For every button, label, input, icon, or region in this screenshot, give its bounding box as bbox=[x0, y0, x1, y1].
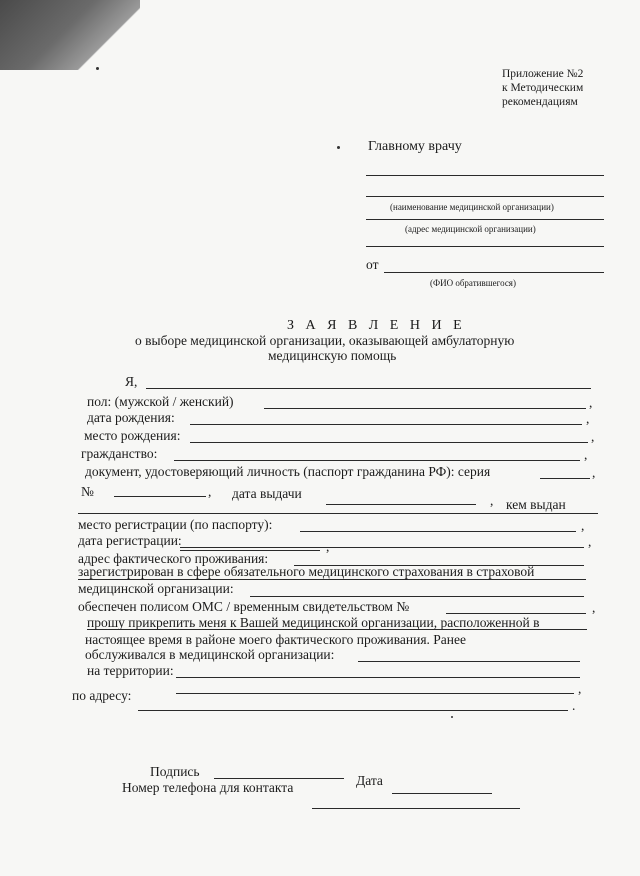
signature-line[interactable] bbox=[214, 778, 344, 779]
actual-address-label: адрес фактического проживания: bbox=[78, 551, 269, 566]
scan-speck bbox=[96, 67, 99, 70]
org-line-1[interactable] bbox=[366, 175, 604, 176]
scan-speck bbox=[451, 716, 453, 718]
comma: , bbox=[589, 395, 593, 410]
comma: , bbox=[584, 447, 588, 462]
sex-label: пол: (мужской / женский) bbox=[87, 394, 234, 409]
request-blank-line[interactable] bbox=[87, 629, 587, 630]
sex-line[interactable] bbox=[264, 408, 586, 409]
birth-date-label: дата рождения: bbox=[87, 410, 175, 425]
comma: , bbox=[490, 493, 494, 508]
insured-line-2: медицинской организации: bbox=[78, 581, 234, 596]
applicant-line[interactable] bbox=[366, 246, 604, 247]
address-label: по адресу: bbox=[72, 688, 132, 703]
number-label: № bbox=[81, 484, 94, 499]
issued-by-label: кем выдан bbox=[506, 497, 566, 512]
appendix-line-2: к Методическим bbox=[502, 82, 584, 94]
name-line[interactable] bbox=[146, 388, 591, 389]
issue-date-label: дата выдачи bbox=[232, 486, 302, 501]
citizenship-line[interactable] bbox=[174, 460, 580, 461]
date-line[interactable] bbox=[392, 793, 492, 794]
birth-place-line[interactable] bbox=[190, 442, 588, 443]
org-address-hint: (адрес медицинской организации) bbox=[405, 224, 536, 234]
reg-date-line-1[interactable] bbox=[180, 547, 584, 548]
issued-by-line[interactable] bbox=[78, 513, 598, 514]
document-title: З А Я В Л Е Н И Е bbox=[287, 318, 466, 333]
reg-place-label: место регистрации (по паспорту): bbox=[78, 517, 273, 532]
comma: , bbox=[591, 429, 595, 444]
comma: , bbox=[208, 484, 212, 499]
comma: , bbox=[326, 539, 330, 554]
policy-line[interactable] bbox=[446, 613, 586, 614]
territory-label: на территории: bbox=[87, 663, 174, 678]
prev-org-line[interactable] bbox=[358, 661, 580, 662]
insurer-line[interactable] bbox=[250, 596, 584, 597]
birth-place-label: место рождения: bbox=[84, 428, 181, 443]
insured-line-1: зарегистрирован в сфере обязательного медицинского страхования в страховой bbox=[78, 564, 535, 579]
address-line[interactable] bbox=[138, 710, 568, 711]
comma: , bbox=[592, 465, 596, 480]
appendix-line-1: Приложение №2 bbox=[502, 68, 584, 80]
policy-label: обеспечен полисом ОМС / временным свидетельством № bbox=[78, 599, 410, 614]
series-line[interactable] bbox=[540, 478, 590, 479]
subtitle-line-1: о выборе медицинской организации, оказывающей амбулаторную bbox=[135, 333, 515, 348]
comma: , bbox=[592, 600, 596, 615]
subtitle-line-2: медицинскую помощь bbox=[268, 348, 397, 363]
number-line[interactable] bbox=[114, 496, 206, 497]
citizenship-label: гражданство: bbox=[81, 446, 158, 461]
org-line-2[interactable] bbox=[366, 196, 604, 197]
comma: , bbox=[588, 534, 592, 549]
ya-label: Я, bbox=[125, 374, 138, 389]
period: . bbox=[572, 698, 576, 713]
fio-hint: (ФИО обратившегося) bbox=[430, 278, 516, 288]
org-address-line[interactable] bbox=[366, 219, 604, 220]
from-label: от bbox=[366, 257, 379, 272]
addressee-to: Главному врачу bbox=[368, 139, 462, 154]
scan-speck bbox=[337, 146, 340, 149]
reg-place-line[interactable] bbox=[300, 531, 576, 532]
phone-line[interactable] bbox=[312, 808, 520, 809]
signature-label: Подпись bbox=[150, 764, 200, 779]
fio-line[interactable] bbox=[384, 272, 604, 273]
phone-label: Номер телефона для контакта bbox=[122, 780, 294, 795]
insured-blank-line[interactable] bbox=[78, 579, 586, 580]
comma: , bbox=[578, 681, 582, 696]
comma: , bbox=[581, 518, 585, 533]
issue-date-line[interactable] bbox=[326, 504, 476, 505]
document-label: документ, удостоверяющий личность (паспорт гражданина РФ): серия bbox=[85, 464, 491, 479]
territory-line[interactable] bbox=[176, 677, 580, 678]
org-name-hint: (наименование медицинской организации) bbox=[390, 202, 554, 212]
request-line-2: настоящее время в районе моего фактического проживания. Ранее bbox=[85, 632, 467, 647]
request-line-3: обслуживался в медицинской организации: bbox=[85, 647, 335, 662]
reg-date-label: дата регистрации: bbox=[78, 533, 182, 548]
scan-corner-shadow bbox=[0, 0, 140, 70]
request-line-1: прошу прикрепить меня к Вашей медицинской организации, расположенной в bbox=[87, 615, 540, 630]
comma: , bbox=[586, 411, 590, 426]
birth-date-line[interactable] bbox=[190, 424, 582, 425]
date-label: Дата bbox=[356, 773, 383, 788]
appendix-line-3: рекомендациям bbox=[502, 96, 578, 108]
territory-line-2[interactable] bbox=[176, 693, 574, 694]
